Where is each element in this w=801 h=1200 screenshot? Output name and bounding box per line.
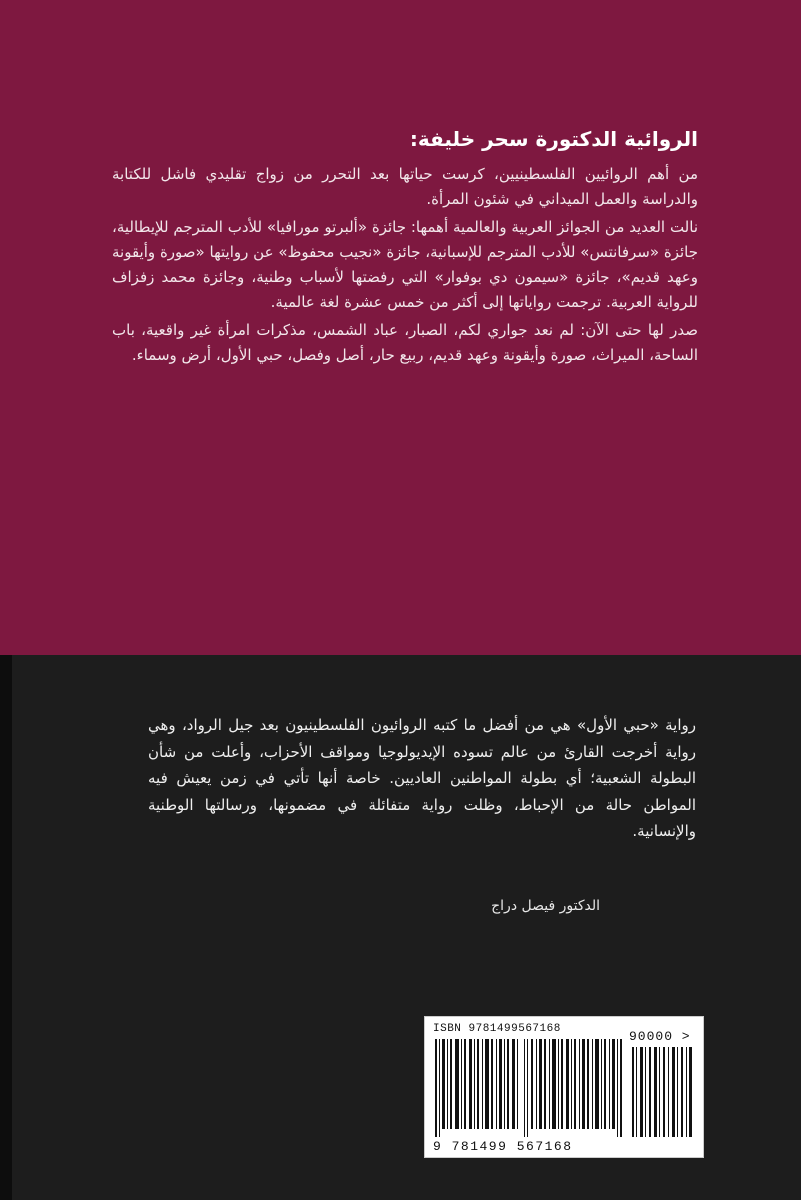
price-code: 90000 >: [629, 1029, 691, 1044]
bio-paragraph-awards: نالت العديد من الجوائز العربية والعالمية أهمها: جائزة «ألبرتو مورافيا» للأدب المترجم للإيطالية، جائزة «سرفانتس» للأدب المترجم للإسبانية، جائزة «نجيب محفوظ» عن روايتها «صورة وأيقونة وعهد قديم»، جائزة «سيمون دي بوفوار» التي رفضتها لأسباب وطنية، وجائزة محمد زفزاف للرواية العربية. ترجمت رواياتها إلى أكثر من خمس عشرة لغة عالمية.: [112, 218, 698, 311]
review-signature: الدكتور فيصل دراج: [491, 898, 600, 914]
barcode-bars-icon: [433, 1039, 623, 1137]
author-bio-title: الروائية الدكتورة سحر خليفة:: [409, 127, 698, 151]
bio-paragraph-intro: من أهم الروائيين الفلسطينيين، كرست حياتها بعد التحرر من زواج تقليدي فاشل للكتابة والدراسة والعمل الميداني في شئون المرأة.: [112, 165, 698, 208]
price-barcode-icon: [631, 1047, 693, 1137]
isbn-digits: 9 781499 567168: [433, 1139, 573, 1154]
isbn-label: ISBN 9781499567168: [433, 1023, 561, 1035]
author-bio-body: [112, 162, 698, 371]
bio-paragraph-works: صدر لها حتى الآن: لم نعد جواري لكم، الصبار، عباد الشمس، مذكرات امرأة غير واقعية، باب الساحة، الميراث، صورة وأيقونة وعهد قديم، ربيع حار، أصل وفصل، حبي الأول، أرض وسماء.: [112, 321, 698, 364]
isbn-barcode: [424, 1016, 704, 1158]
spine-edge: [0, 655, 12, 1200]
review-text: رواية «حبي الأول» هي من أفضل ما كتبه الروائيون الفلسطينيون بعد جيل الرواد، وهي رواية أخرجت القارئ من عالم تسوده الإيديولوجيا ومواقف الأحزاب، وأعلت من شأن البطولة الشعبية؛ أي بطولة المواطنين العاديين. خاصة أنها تأتي في زمن يعيش فيه المواطن حالة من الإحباط، وظلت رواية متفائلة في مضمونها، ورسالتها الوطنية والإنسانية.: [148, 716, 696, 840]
